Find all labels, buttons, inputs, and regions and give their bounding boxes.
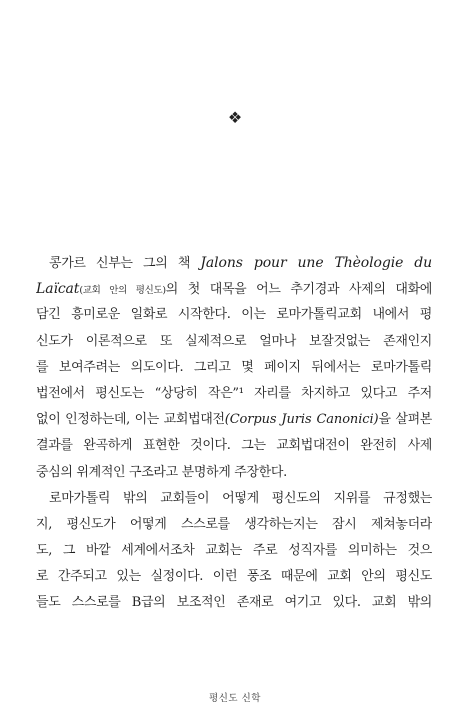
text-line: 법전에서 평신도는 “상당히 작은”¹ 자리를 차지하고 있다고 주저	[36, 385, 432, 401]
ornament-icon: ❖	[227, 108, 243, 127]
title-translation: (교회 안의 평신도)	[79, 285, 166, 297]
book-title: Jalons pour une Thèologie du	[200, 255, 432, 271]
text-line: 담긴 흥미로운 일화로 시작한다. 이는 로마가톨릭교회 내에서 평	[36, 307, 432, 323]
text-line: 없이 인정하는데, 이는 교회법대전(Corpus Juris Canonici)을 살펴본	[36, 412, 432, 428]
text-line: 결과를 완곡하게 표현한 것이다. 그는 교회법대전이 완전히 사제	[36, 438, 432, 454]
text-line: 콩가르 신부는 그의 책 Jalons pour une Thèologie du	[49, 255, 432, 271]
text-line: 로 간주되고 있는 실정이다. 이런 풍조 때문에 교회 안의 평신도	[36, 569, 432, 585]
text-line: 를 보여주려는 의도이다. 그리고 몇 페이지 뒤에서는 로마가톨릭	[36, 359, 432, 375]
latin-title: (Corpus Juris Canonici)	[224, 412, 379, 428]
text-line: 도, 그 바깥 세계에서조차 교회는 주로 성직자를 의미하는 것으	[36, 543, 432, 559]
text-line: 들도 스스로를 B급의 보조적인 존재로 여기고 있다. 교회 밖의	[36, 595, 432, 611]
text-line: 지, 평신도가 어떻게 스스로를 생각하는지는 잠시 제쳐놓더라	[36, 516, 432, 532]
text-line: Laïcat(교회 안의 평신도)의 첫 대목을 어느 추기경과 사제의 대화에	[36, 281, 432, 298]
book-title-cont: Laïcat	[36, 281, 80, 298]
running-footer: 평신도 신학	[209, 693, 261, 704]
text-line: 신도가 이론적으로 또 실제적으로 얼마나 보잘것없는 존재인지	[36, 333, 432, 349]
text-line: 로마가톨릭 밖의 교회들이 어떻게 평신도의 지위를 규정했는	[49, 490, 432, 506]
text-line: 중심의 위계적인 구조라고 분명하게 주장한다.	[36, 464, 287, 480]
body-text	[36, 250, 432, 617]
